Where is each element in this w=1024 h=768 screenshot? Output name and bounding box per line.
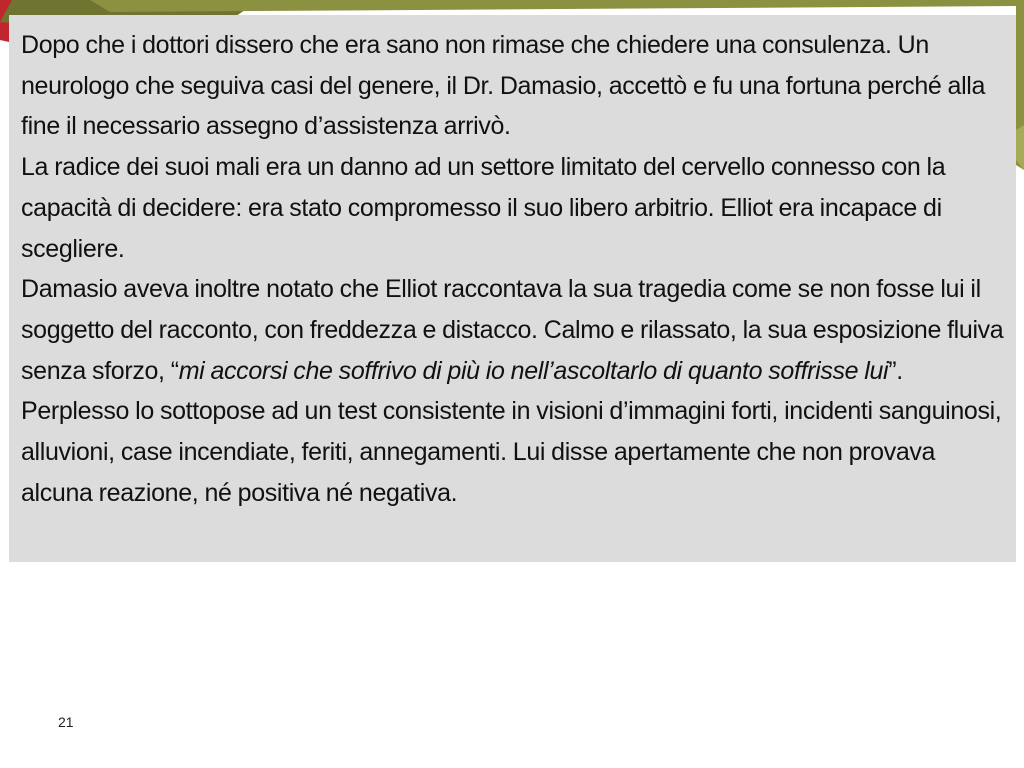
paragraph-text-before-quote: Damasio aveva inoltre notato che Elliot raccontava la sua tragedia come se non fosse lui il soggetto del racconto, con freddezza e distacco. Calmo e rilassato, la sua esposizione fluiva senza sforzo, “ (21, 275, 1004, 385)
paragraph-brain-damage: La radice dei suoi mali era un danno ad un settore limitato del cervello connesso con la capacità di decidere: era stato compromesso il suo libero arbitrio. Elliot era incapace di scegliere. (21, 153, 946, 263)
paragraph-damasio-observation (21, 269, 1010, 513)
paragraph-text-after-quote: ”. Perplesso lo sottopose ad un test consistente in visioni d’immagini forti, incidenti sanguinosi, alluvioni, case incendiate, feriti, annegamenti. Lui disse apertamente che non provava alcuna reazione, né positiva né negativa. (21, 356, 1002, 507)
slide-page-number: 21 (58, 714, 74, 730)
paragraph-consultation: Dopo che i dottori dissero che era sano non rimase che chiedere una consulenza. Un neurologo che seguiva casi del genere, il Dr. Damasio, accettò e fu una fortuna perché alla fine il necessario assegno d’assistenza arrivò. (21, 31, 986, 141)
italic-quote: mi accorsi che soffrivo di più io nell’ascoltarlo di quanto soffrisse lui (178, 356, 889, 385)
decor-olive-band (90, 0, 1024, 12)
slide-text-box (9, 15, 1016, 562)
